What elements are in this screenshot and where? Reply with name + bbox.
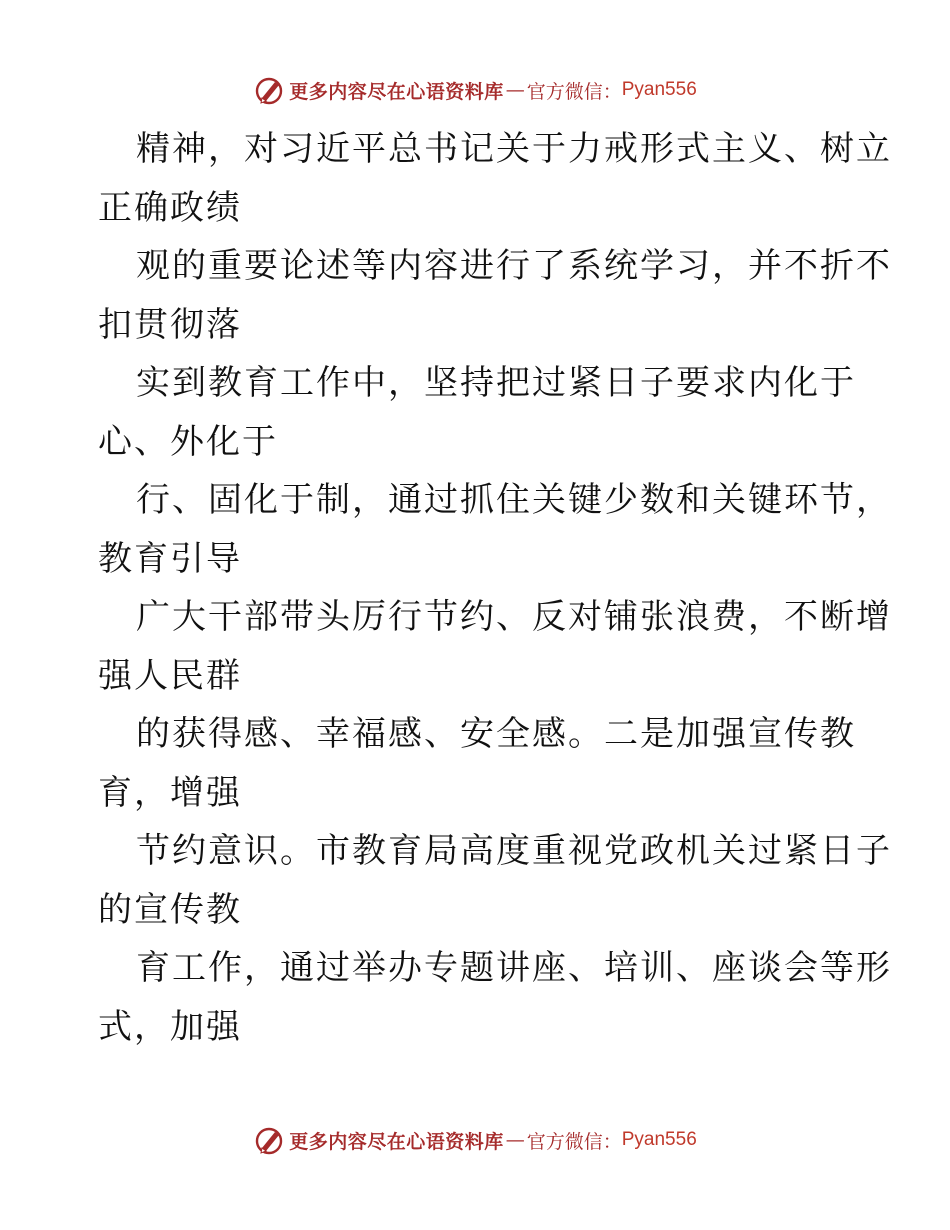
body-line-10: 强人民群	[98, 655, 242, 696]
footer-contact-id: Pyan556	[621, 1129, 697, 1150]
body-line-6: 心、外化于	[98, 421, 278, 462]
body-line-16: 式，加强	[98, 1006, 242, 1047]
footer-banner	[0, 1120, 950, 1160]
header-dash: —	[505, 79, 525, 101]
body-line-8: 教育引导	[98, 538, 242, 579]
body-line-12: 育，增强	[98, 772, 242, 813]
body-line-11: 的获得感、幸福感、安全感。二是加强宣传教	[136, 714, 856, 754]
footer-brand-text: 更多内容尽在心语资料库	[289, 1130, 504, 1153]
footer-contact-label: 官方微信：	[526, 1130, 622, 1153]
body-line-14: 的宣传教	[98, 889, 242, 930]
header-brand-text: 更多内容尽在心语资料库	[289, 80, 504, 103]
body-line-1: 精神，对习近平总书记关于力戒形式主义、树立	[136, 129, 892, 169]
pen-circle-logo-icon	[253, 1124, 285, 1156]
pen-circle-logo-icon	[253, 74, 285, 106]
body-line-7: 行、固化于制，通过抓住关键少数和关键环节，	[136, 480, 892, 520]
body-line-15: 育工作，通过举办专题讲座、培训、座谈会等形	[136, 948, 892, 988]
body-line-4: 扣贯彻落	[98, 304, 242, 345]
body-line-9: 广大干部带头厉行节约、反对铺张浪费，不断增	[136, 597, 892, 637]
header-banner	[0, 70, 950, 110]
header-contact-label: 官方微信：	[526, 80, 622, 103]
body-line-2: 正确政绩	[98, 187, 242, 228]
header-contact-id: Pyan556	[621, 79, 697, 100]
body-line-3: 观的重要论述等内容进行了系统学习，并不折不	[136, 246, 892, 286]
body-line-13: 节约意识。市教育局高度重视党政机关过紧日子	[136, 831, 892, 871]
body-line-5: 实到教育工作中，坚持把过紧日子要求内化于	[136, 363, 856, 403]
footer-dash: —	[505, 1129, 525, 1151]
document-body	[98, 120, 892, 1056]
